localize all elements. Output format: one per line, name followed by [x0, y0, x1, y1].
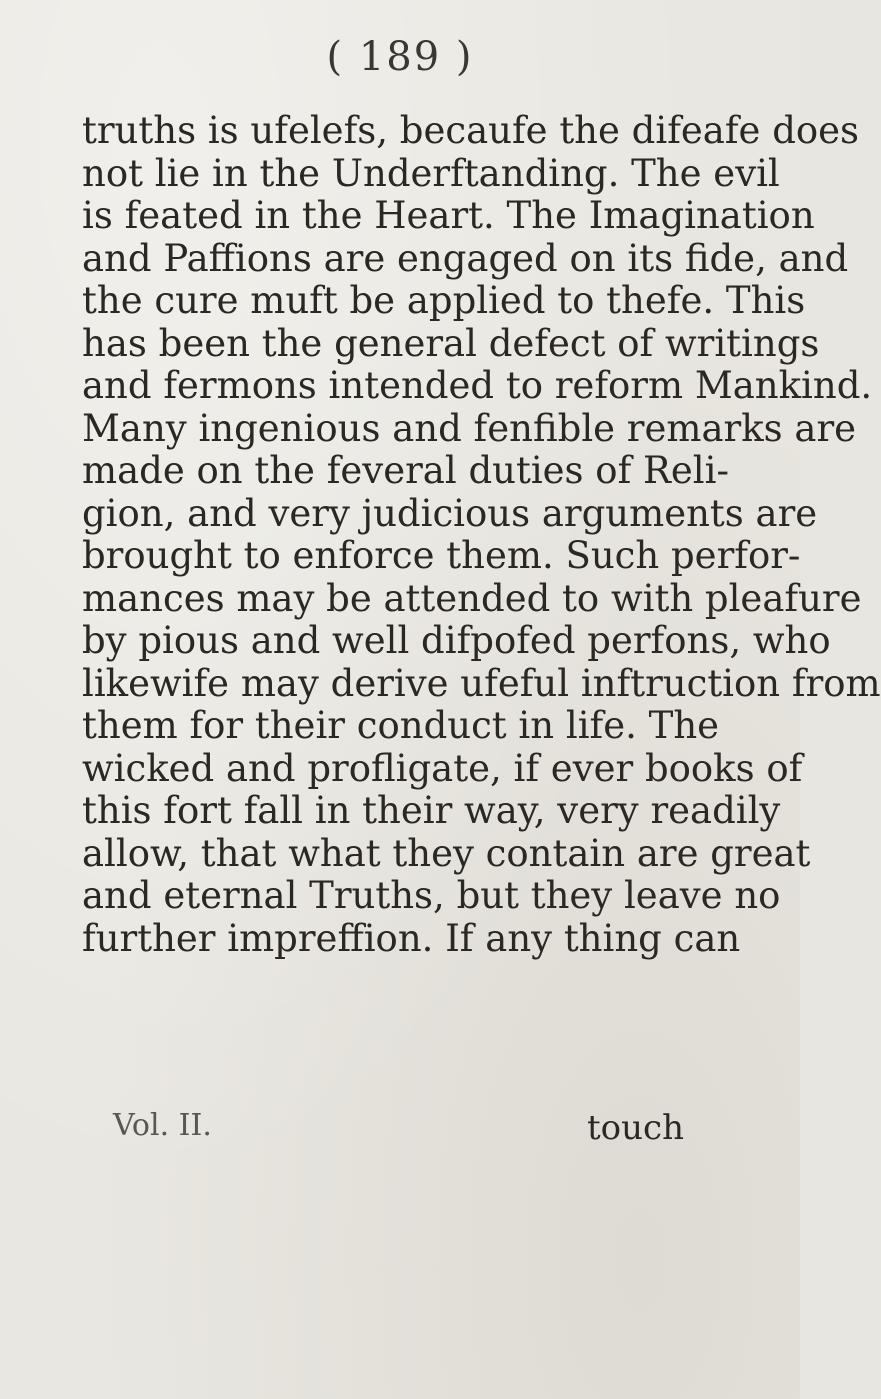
text-line: not lie in the Underftanding. The evil — [82, 151, 780, 195]
page-footer — [0, 1108, 800, 1158]
text-line: has been the general defect of writings — [82, 321, 820, 365]
text-line: the cure muft be applied to thefe. This — [82, 279, 806, 322]
page-number: ( 189 ) — [326, 34, 474, 80]
text-line: further impreffion. If any thing can — [82, 916, 741, 960]
text-line: Many ingenious and fenfible remarks are — [82, 406, 857, 450]
text-line: them for their conduct in life. The — [82, 704, 720, 747]
text-line: and Paffions are engaged on its fide, and — [82, 236, 849, 280]
text-line: this fort fall in their way, very readily — [82, 789, 781, 832]
text-line: made on the feveral duties of Reli- — [82, 449, 729, 492]
text-line: truths is ufelefs, becaufe the difeafe does — [82, 109, 860, 152]
text-line: allow, that what they contain are great — [82, 831, 811, 875]
text-line: wicked and profligate, if ever books of — [82, 746, 803, 790]
text-line: is feated in the Heart. The Imagination — [82, 194, 815, 237]
signature-mark: Vol. II. — [113, 1108, 212, 1143]
catchword: touch — [587, 1108, 684, 1148]
text-line: mances may be attended to with pleafure — [82, 576, 862, 620]
body-text — [82, 109, 881, 960]
text-line: and fermons intended to reform Mankind. — [82, 364, 873, 407]
text-line: likewife may derive ufeful inftruction from — [82, 661, 881, 705]
text-line: gion, and very judicious arguments are — [82, 491, 818, 535]
text-line: by pious and well difpofed perfons, who — [82, 619, 831, 662]
text-line: brought to enforce them. Such perfor- — [82, 534, 801, 577]
text-line: and eternal Truths, but they leave no — [82, 874, 781, 917]
